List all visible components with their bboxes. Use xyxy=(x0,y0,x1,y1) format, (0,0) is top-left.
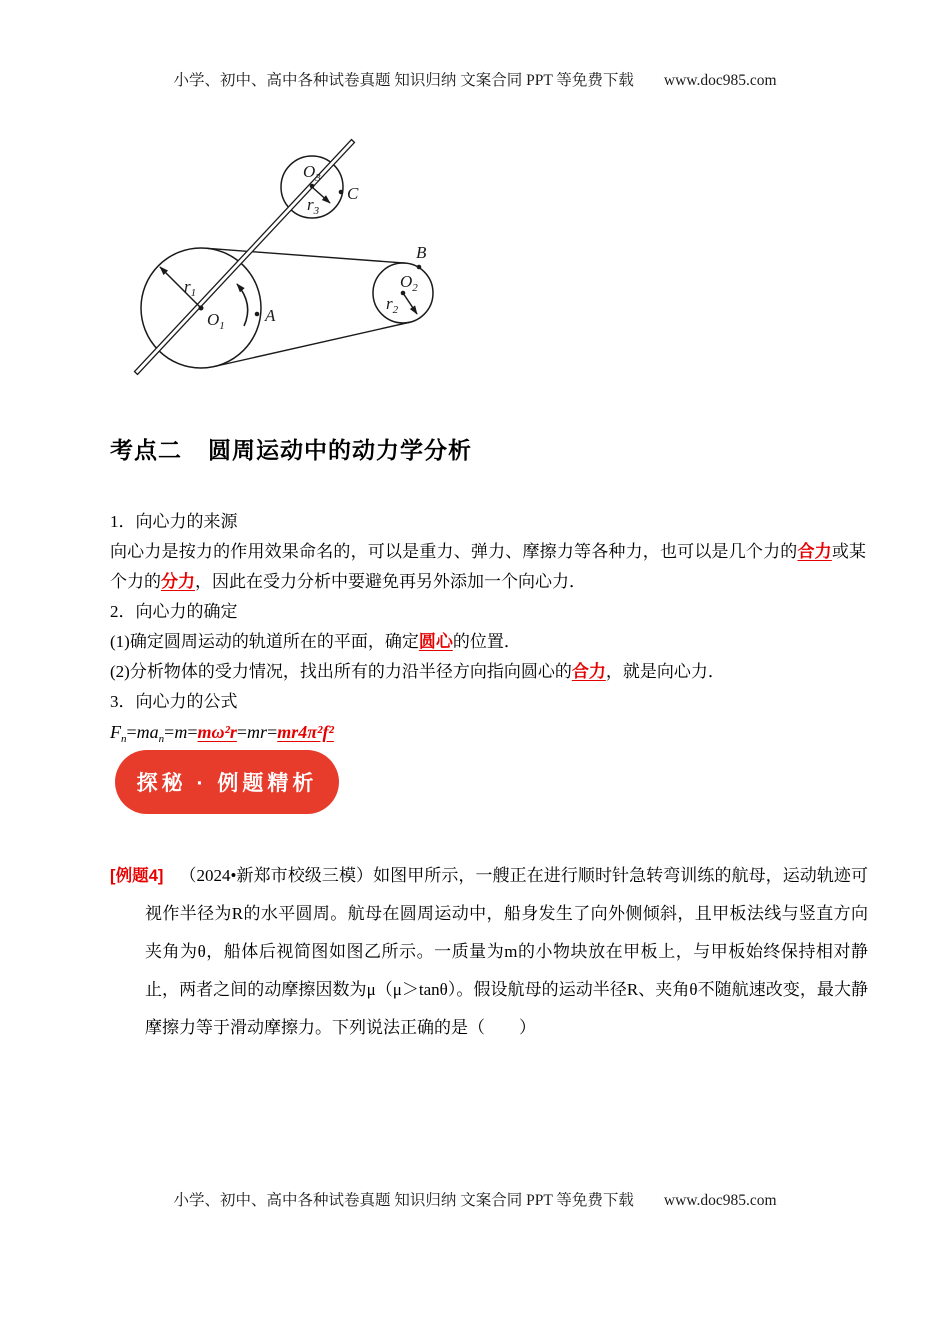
text-run: ，因此在受力分析中要避免再另外添加一个向心力． xyxy=(195,572,586,591)
example-section-badge xyxy=(115,750,339,814)
highlighted-run: mr4π²f² xyxy=(277,722,334,742)
highlighted-run: 合力 xyxy=(571,662,606,681)
centripetal-force-formula xyxy=(110,717,866,754)
example-section-badge-label: 探秘 · 例题精析 xyxy=(136,772,318,795)
header-promo-text: 小学、初中、高中各种试卷真题 知识归纳 文案合同 PPT 等免费下载 xyxy=(173,72,634,89)
text-run: = xyxy=(267,722,278,742)
knowledge-content xyxy=(110,507,866,754)
text-run: (1)确定圆周运动的轨道所在的平面，确定 xyxy=(110,632,419,651)
point1-body xyxy=(110,537,866,597)
text-run: = xyxy=(236,722,248,742)
header-site-url: www.doc985.com xyxy=(663,72,777,89)
section-heading-kicker: 考点二 xyxy=(110,437,182,463)
center-dot-o1 xyxy=(199,306,204,311)
point2-item2 xyxy=(110,657,866,687)
label-r3: $r_3$ xyxy=(307,195,320,217)
highlighted-run: 分力 xyxy=(161,572,195,591)
label-r1: $r_1$ xyxy=(184,277,197,299)
text-run: 的位置． xyxy=(452,632,521,651)
point2-title: 2．向心力的确定 xyxy=(110,602,238,621)
label-a: A xyxy=(265,306,276,325)
highlighted-run: mω²r xyxy=(197,722,237,742)
label-r2: $r_2$ xyxy=(386,294,399,316)
text-run: ，就是向心力． xyxy=(605,662,725,681)
footer-band xyxy=(0,1188,950,1210)
example-problem xyxy=(110,857,868,1047)
label-o3: $O_3$ xyxy=(303,162,321,184)
label-c: C xyxy=(347,184,359,203)
pulley-belt-diagram xyxy=(126,138,476,388)
text-run: = xyxy=(126,722,137,742)
highlighted-run: n xyxy=(158,733,165,745)
highlighted-run: 合力 xyxy=(797,542,832,561)
text-run: 或某个力的 xyxy=(110,542,867,591)
section-heading xyxy=(110,432,472,465)
point1-title: 1．向心力的来源 xyxy=(110,512,238,531)
text-run: = xyxy=(164,722,175,742)
example-tag: [例题4] xyxy=(110,867,164,885)
center-dot-o2 xyxy=(401,291,406,296)
text-run: = xyxy=(187,722,198,742)
point2-item1 xyxy=(110,627,866,657)
text-run: 向心力是按力的作用效果命名的，可以是重力、弹力、摩擦力等各种力，也可以是几个力的 xyxy=(110,542,798,561)
label-b: B xyxy=(416,243,427,262)
center-dot-o3 xyxy=(310,184,315,189)
section-heading-title: 圆周运动中的动力学分析 xyxy=(208,437,472,463)
highlighted-run: F xyxy=(110,722,121,742)
highlighted-run: m xyxy=(174,722,188,742)
highlighted-run: n xyxy=(121,733,127,745)
pulley-belt-figure xyxy=(126,138,476,388)
point-dot-c xyxy=(339,190,344,195)
point3-title: 3．向心力的公式 xyxy=(110,692,238,711)
text-run: (2)分析物体的受力情况，找出所有的力沿半径方向指向圆心的 xyxy=(110,662,572,681)
point-dot-b xyxy=(417,265,422,270)
header-band xyxy=(0,68,950,90)
point-dot-a xyxy=(255,312,260,317)
highlighted-run: ma xyxy=(136,722,159,742)
label-o2: $O_2$ xyxy=(400,272,418,294)
highlighted-run: mr xyxy=(247,722,268,742)
label-o1: $O_1$ xyxy=(207,310,225,332)
footer-promo-text: 小学、初中、高中各种试卷真题 知识归纳 文案合同 PPT 等免费下载 xyxy=(173,1192,634,1209)
highlighted-run: 圆心 xyxy=(418,632,453,651)
footer-site-url: www.doc985.com xyxy=(663,1192,777,1209)
example-body-text: （2024•新郑市校级三模）如图甲所示，一艘正在进行顺时针急转弯训练的航母，运动轨迹可视作半径为R的水平圆周。航母在圆周运动中，船身发生了向外侧倾斜，且甲板法线与竖直方向夹角为θ，船体后视简图如图乙所示。一质量为m的小物块放在甲板上，与甲板始终保持相对静止，两者之间的动摩擦因数为μ（μ＞tanθ）。假设航母的运动半径R、夹角θ不随航速改变，最大静摩擦力等于滑动摩擦力。下列说法正确的是（ ） xyxy=(145,866,868,1037)
